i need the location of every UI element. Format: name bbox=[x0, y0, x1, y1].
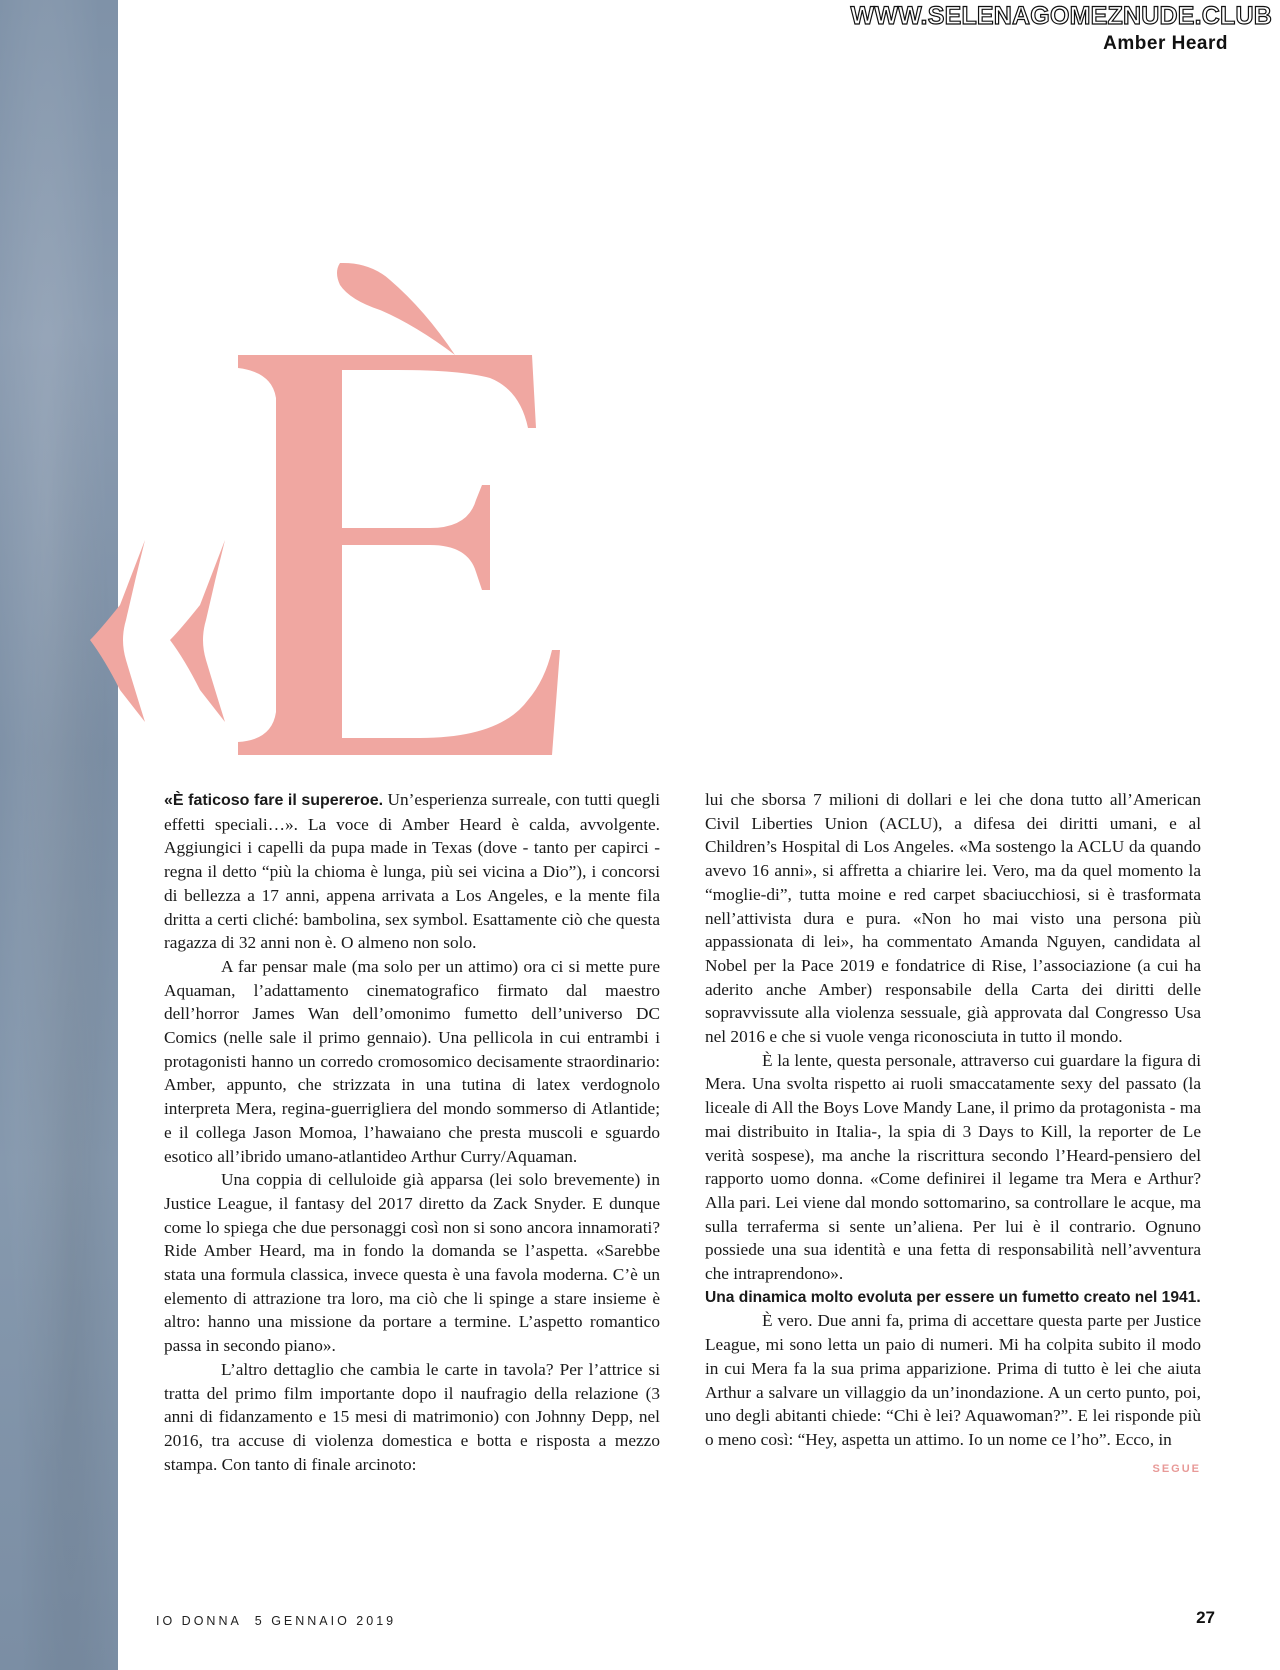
dropcap-quote-mark bbox=[90, 540, 225, 722]
page-number: 27 bbox=[1196, 1608, 1215, 1627]
issue-date: 5 GENNAIO 2019 bbox=[254, 1614, 397, 1628]
paragraph-6: È la lente, questa personale, attraverso cui guardare la figura di Mera. Una svolta rispetto ai ruoli smaccatamente sexy del passato (la liceale di All the Boys Love Mandy Lane, il primo da protagonista - ma mai distribuito in Italia-, la spia di 3 Days to Kill, la reporter de Le verità sospese), ma anche la riscrittura secondo l’Heard-pensiero del rapporto uomo donna. «Come definirei il legame tra Mera e Arthur? Alla pari. Lei viene dal mondo sottomarino, sa controllare le acque, ma sulla terraferma si sente un’aliena. Per lui è il contrario. Ognuno possiede una sua identità e una fetta di responsabilità nell’avventura che intraprendono». bbox=[705, 1050, 1201, 1284]
dropcap bbox=[0, 0, 1280, 800]
article-column-right bbox=[705, 788, 1201, 1481]
dropcap-letter bbox=[238, 263, 560, 755]
watermark: WWW.SELENAGOMEZNUDE.CLUB bbox=[850, 2, 1272, 30]
continue-label: SEGUE bbox=[1152, 1462, 1201, 1475]
paragraph-1 bbox=[164, 788, 660, 955]
lead-in: «È faticoso fare il supereroe. bbox=[164, 792, 384, 809]
paragraph-4: L’altro dettaglio che cambia le carte in tavola? Per l’attrice si tratta del primo film importante dopo il naufragio della relazione (3 anni di fidanzamento e 15 mesi di matrimonio) con Johnny Depp, nel 2016, tra accuse di violenza domestica e botta e risposta a mezzo stampa. Con tanto di finale arcinoto: bbox=[164, 1359, 660, 1474]
footer-publication bbox=[156, 1614, 396, 1628]
paragraph-5: lui che sborsa 7 milioni di dollari e lei che dona tutto all’American Civil Liberties Union (ACLU), a difesa dei diritti umani, e al Children’s Hospital di Los Angeles. «Ma sostengo la ACLU da quando avevo 16 anni», si affretta a chiarire lei. Vero, ma da quel momento la “moglie-di”, tutta moine e red carpet sbaciucchiosi, si è trasformata nell’attivista dura e pura. «Non ho mai visto una persona più appassionata di lei», ha commentato Amanda Nguyen, candidata al Nobel per la Pace 2019 e fondatrice di Rise, l’associazione (a cui ha aderito anche Amber) responsabile della Carta dei diritti delle sopravvissute alla violenza sessuale, già approvata dal Congresso Usa nel 2016 e che si vuole venga riconosciuta in tutto il mondo. bbox=[705, 790, 1201, 1047]
paragraph-text: È vero. Due anni fa, prima di accettare questa parte per Justice League, mi sono letta un paio di numeri. Mi ha colpita subito il modo in cui Mera fa la sua prima apparizione. Prima di tutto è lei che aiuta Arthur a salvare un villaggio da un’inondazione. A un certo punto, poi, uno degli abitanti chiede: “Chi è lei? Aquawoman?”. E lei risponde più o meno così: “Hey, aspetta un attimo. Io un nome ce l’ho”. Ecco, in bbox=[705, 1311, 1201, 1449]
running-head: Amber Heard bbox=[1103, 33, 1228, 54]
paragraph-2: A far pensar male (ma solo per un attimo) ora ci si mette pure Aquaman, l’adattamento cinematografico firmato dal maestro dell’horror James Wan dell’omonimo fumetto dell’universo DC Comics (nelle sale il primo gennaio). Una pellicola in cui entrambi i protagonisti hanno un corredo cromosomico decisamente straordinario: Amber, appunto, che strizzata in una tutina di latex verdognolo interpreta Mera, regina-guerrigliera del mondo sommerso di Atlantide; e il collega Jason Momoa, l’hawaiano che presta muscoli e sguardo esotico all’ibrido umano-atlantideo Arthur Curry/Aquaman. bbox=[164, 956, 660, 1166]
paragraph-text: Un’esperienza surreale, con tutti quegli effetti speciali…». La voce di Amber Heard è calda, avvolgente. Aggiungici i capelli da pupa made in Texas (dove - tanto per capirci - regna il detto “più la chioma è lunga, più sei vicina a Dio”), i concorsi di bellezza a 17 anni, appena arrivata a Los Angeles, e la mente fila dritta a certi cliché: bambolina, sex symbol. Esattamente ciò che questa ragazza di 32 anni non è. O almeno non solo. bbox=[164, 790, 661, 953]
paragraph-7 bbox=[705, 1309, 1201, 1475]
paragraph-3: Una coppia di celluloide già apparsa (lei solo brevemente) in Justice League, il fantasy del 2017 diretto da Zack Snyder. E dunque come lo spiega che due personaggi così non si sono ancora innamorati? Ride Amber Heard, ma in fondo la domanda se l’aspetta. «Sarebbe stata una formula classica, invece questa è una favola moderna. C’è un elemento di attrazione tra loro, ma ciò che li spinge a stare insieme è altro: hanno una missione da portare a termine. L’aspetto romantico passa in secondo piano». bbox=[164, 1170, 660, 1356]
article-column-left bbox=[164, 788, 660, 1476]
interview-question: Una dinamica molto evoluta per essere un fumetto creato nel 1941. bbox=[705, 1288, 1201, 1306]
publication-name: IO DONNA bbox=[156, 1614, 242, 1628]
